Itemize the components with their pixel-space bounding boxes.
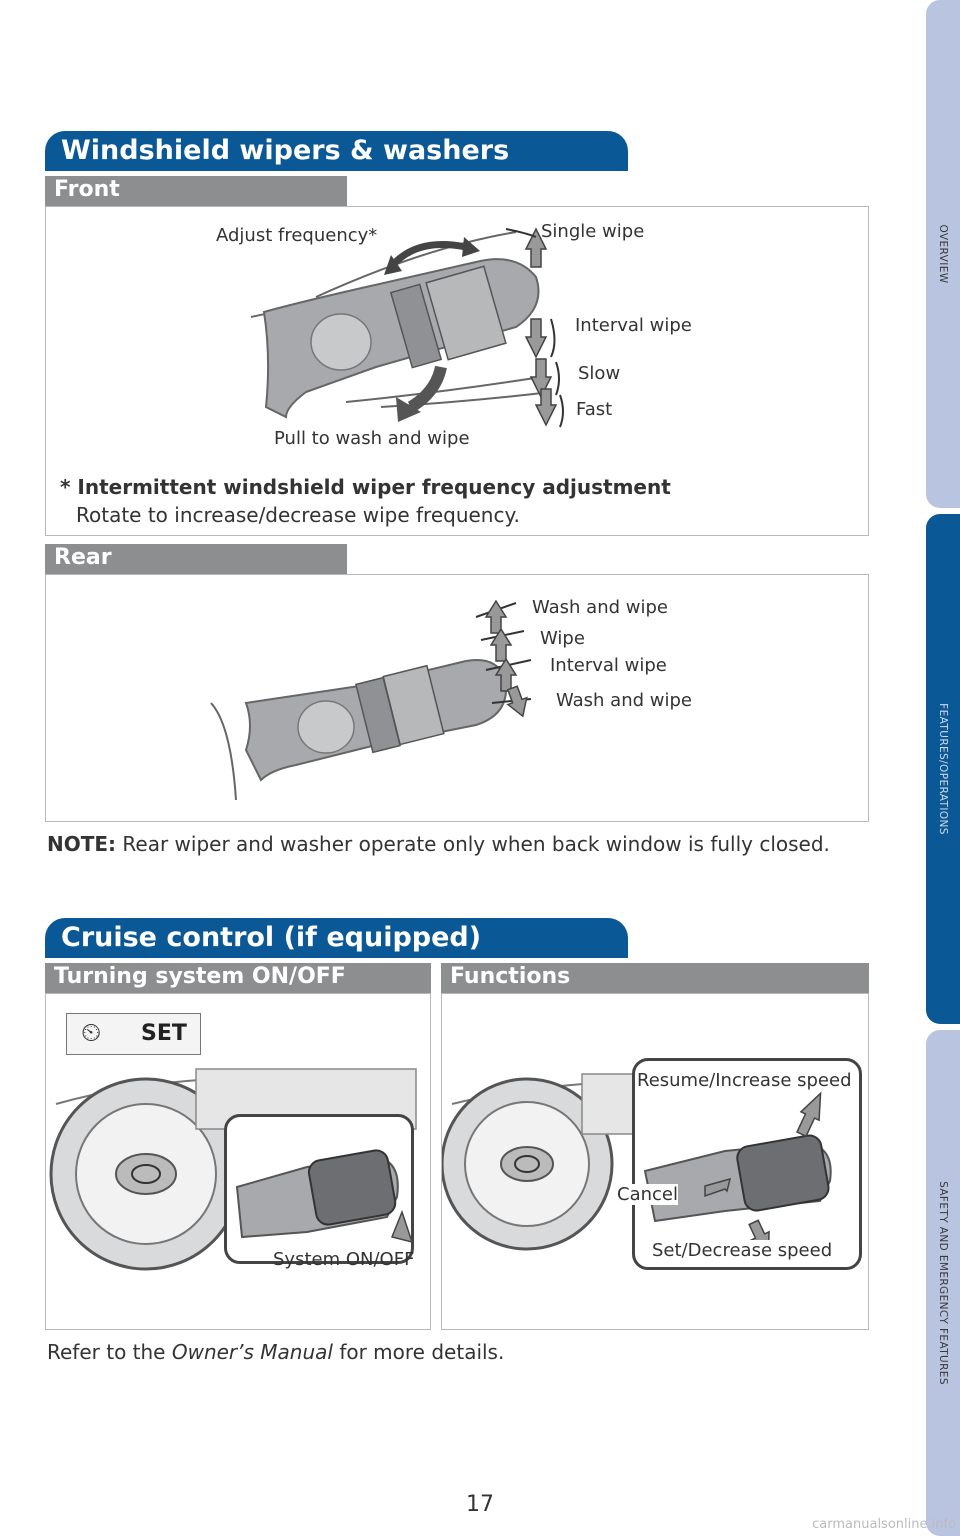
side-tab-label: SAFETY AND EMERGENCY FEATURES bbox=[937, 1181, 949, 1385]
functions-panel bbox=[441, 993, 869, 1330]
side-tab-label: OVERVIEW bbox=[937, 224, 949, 284]
refer-text bbox=[47, 1338, 504, 1367]
refer-suffix: for more details. bbox=[332, 1340, 505, 1364]
label-cancel: Cancel bbox=[617, 1184, 678, 1205]
functions-lever-illustration bbox=[635, 1061, 859, 1267]
side-tab-safety[interactable] bbox=[926, 1030, 960, 1536]
lever-callout-onoff bbox=[224, 1114, 414, 1264]
note-text: Rear wiper and washer operate only when back window is fully closed. bbox=[116, 832, 830, 856]
label-rear-wipe: Wipe bbox=[540, 628, 585, 649]
rear-wiper-panel bbox=[45, 574, 869, 822]
label-system-on-off: System ON/OFF bbox=[273, 1249, 415, 1270]
label-rear-wash-wipe-bottom: Wash and wipe bbox=[556, 690, 692, 711]
cruise-section-title: Cruise control (if equipped) bbox=[45, 918, 628, 958]
label-resume-increase: Resume/Increase speed bbox=[637, 1070, 852, 1091]
cruise-lever-illustration bbox=[227, 1117, 411, 1261]
rear-wiper-lever-illustration bbox=[46, 575, 870, 823]
front-note-title: * Intermittent windshield wiper frequency adjustment bbox=[60, 475, 671, 499]
label-fast: Fast bbox=[576, 399, 613, 420]
label-pull-to-wash: Pull to wash and wipe bbox=[274, 428, 470, 449]
side-tab-overview[interactable] bbox=[926, 0, 960, 508]
label-adjust-frequency: Adjust frequency* bbox=[216, 225, 378, 246]
label-slow: Slow bbox=[578, 363, 621, 384]
front-sub-header: Front bbox=[45, 176, 347, 206]
page-number: 17 bbox=[466, 1492, 494, 1517]
rear-note bbox=[47, 830, 847, 859]
front-wiper-panel bbox=[45, 206, 869, 536]
front-note-text: Rotate to increase/decrease wipe frequency. bbox=[76, 503, 520, 527]
refer-prefix: Refer to the bbox=[47, 1340, 172, 1364]
note-prefix: NOTE: bbox=[47, 832, 117, 856]
on-off-panel bbox=[45, 993, 431, 1330]
functions-sub-header: Functions bbox=[441, 963, 869, 993]
on-off-sub-header: Turning system ON/OFF bbox=[45, 963, 431, 993]
cruise-indicator bbox=[66, 1013, 201, 1055]
wipers-section-title: Windshield wipers & washers bbox=[45, 131, 628, 171]
refer-manual-title: Owner’s Manual bbox=[171, 1340, 333, 1364]
label-set-decrease: Set/Decrease speed bbox=[652, 1240, 833, 1261]
label-rear-interval-wipe: Interval wipe bbox=[550, 655, 667, 676]
speedometer-icon: ⏲ bbox=[81, 1018, 102, 1048]
label-rear-wash-wipe-top: Wash and wipe bbox=[532, 597, 668, 618]
cruise-set-text: SET bbox=[141, 1021, 187, 1046]
side-tab-features[interactable] bbox=[926, 514, 960, 1024]
watermark: carmanualsonline.info bbox=[812, 1517, 956, 1532]
label-single-wipe: Single wipe bbox=[541, 221, 645, 242]
side-tab-label: FEATURES/OPERATIONS bbox=[937, 703, 949, 835]
label-interval-wipe: Interval wipe bbox=[575, 315, 692, 336]
rear-sub-header: Rear bbox=[45, 544, 347, 574]
